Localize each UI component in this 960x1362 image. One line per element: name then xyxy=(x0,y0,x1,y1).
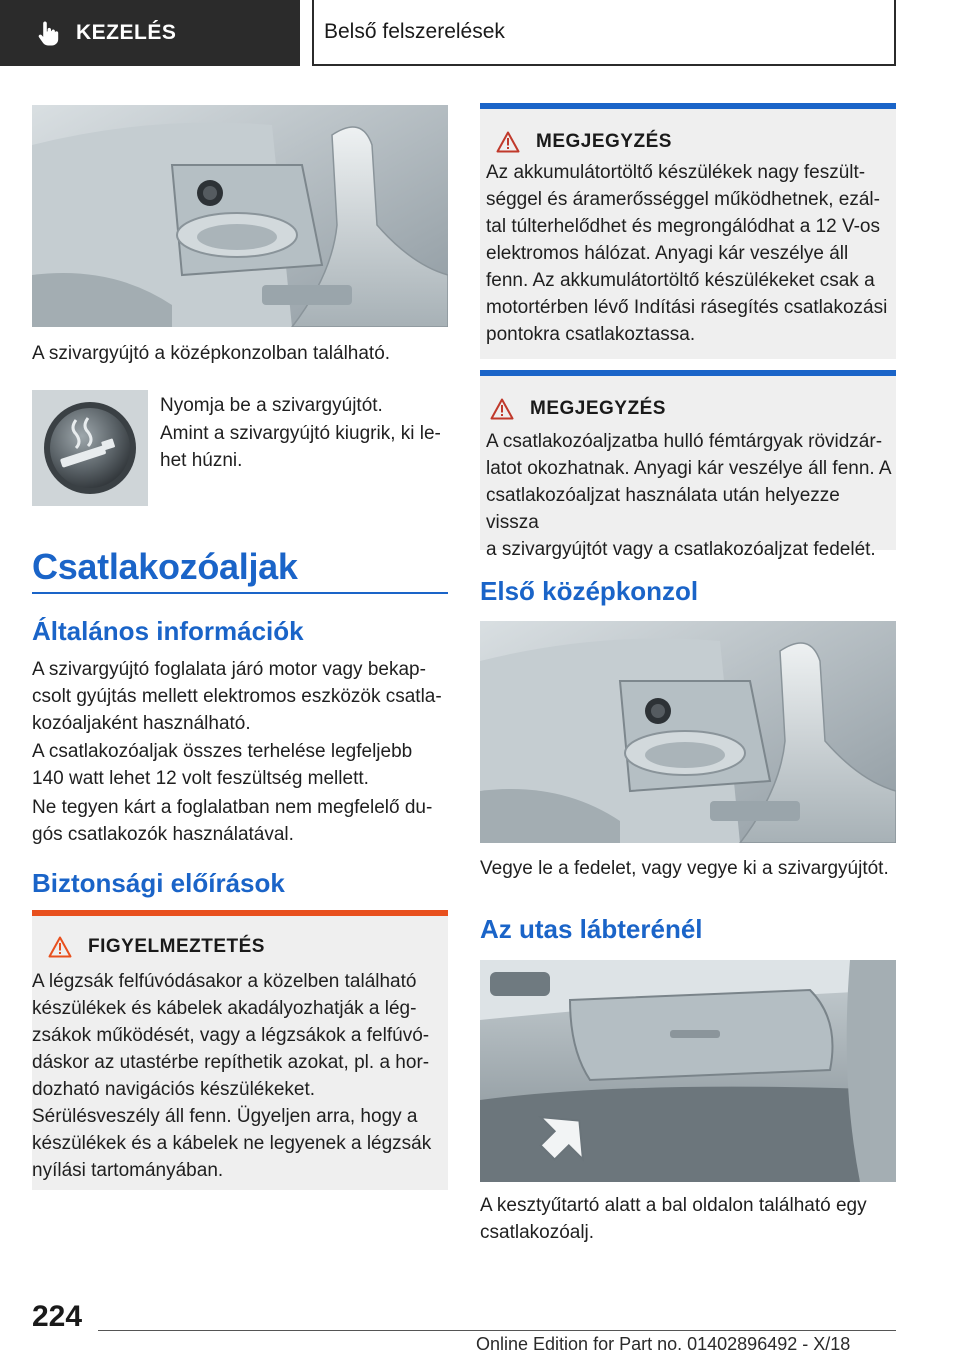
warning-triangle-icon xyxy=(48,936,72,958)
general-info-paragraph-1: A szivargyújtó foglalata járó motor vagy bekap- csolt gyújtás mellett elektromos eszközök csatla- kozóaljaként használható. xyxy=(32,659,442,734)
cigarette-lighter-photo xyxy=(32,390,148,506)
warning-bar xyxy=(32,910,448,916)
safety-heading: Biztonsági előírások xyxy=(32,868,285,898)
center-console-illustration xyxy=(32,105,448,327)
page-number: 224 xyxy=(32,1300,83,1333)
chapter-label: KEZELÉS xyxy=(76,21,177,44)
general-info-heading: Általános információk xyxy=(32,616,304,646)
notice-body-1: Az akkumulátortöltő készülékek nagy feszült- séggel és áramerősséggel működhetnek, ezál- tal túlterhelődhet és megrongálódhat a 12 V-os elektromos hálózat. Anyagi kár veszélye áll fenn. Az akkumulátortöltő készülékeket csak a motortérben lévő Indítási rásegítés csatlakozási pontokra csatlakoztassa. xyxy=(486,162,888,345)
general-info-paragraph-2: A csatlakozóaljak összes terhelése legfeljebb 140 watt lehet 12 volt feszültség mellett. xyxy=(32,741,413,789)
notice-bar-2 xyxy=(480,370,896,376)
lighter-illustration xyxy=(32,390,148,506)
front-console-photo xyxy=(480,621,896,843)
notice-title-1 xyxy=(496,131,672,153)
warning-triangle-icon xyxy=(496,131,520,153)
center-console-photo xyxy=(32,105,448,327)
glovebox-illustration xyxy=(480,960,896,1182)
warning-title-text: FIGYELMEZTETÉS xyxy=(88,936,265,957)
notice-title-2-text: MEGJEGYZÉS xyxy=(530,398,666,419)
notice-title-1-text: MEGJEGYZÉS xyxy=(536,131,672,152)
warning-body: A légzsák felfúvódásakor a közelben található készülékek és kábelek akadályozhatják a lég- zsákok működését, vagy a légzsákok a felfúvó- dáskor az utastérbe repíthetik azokat, pl. a hor- dozható navigációs készülékeket. Sérülésveszély áll fenn. Ügyeljen arra, hogy a készülékek és a kábelek ne legyenek a légzsák nyílási tartományában. xyxy=(32,971,432,1181)
instruction-step-1: Nyomja be a szivargyújtót. xyxy=(160,395,383,416)
notice-box-1 xyxy=(480,103,896,359)
instruction-step-2: Amint a szivargyújtó kiugrik, ki le- het húzni. xyxy=(160,423,441,471)
front-console-heading: Első középkonzol xyxy=(480,576,699,606)
console-caption: A szivargyújtó a középkonzolban található. xyxy=(32,343,391,364)
hand-pointer-icon xyxy=(38,20,60,46)
front-console-caption: Vegye le a fedelet, vagy vegye ki a szivargyújtót. xyxy=(480,858,889,879)
footer-rule xyxy=(98,1330,896,1331)
warning-box xyxy=(32,910,448,1190)
warning-triangle-icon xyxy=(490,398,514,420)
section-header xyxy=(312,0,896,66)
chapter-tab[interactable] xyxy=(0,0,300,66)
front-console-illustration xyxy=(480,621,896,843)
page-title: Csatlakozóaljak xyxy=(32,546,298,587)
footer-edition: Online Edition for Part no. 01402896492 - X/18 xyxy=(476,1334,851,1354)
notice-body-2: A csatlakozóaljzatba hulló fémtárgyak rövidzár- latot okozhatnak. Anyagi kár veszélye áll fenn. A csatlakozóaljzat használata után helyezze vissza a szivargyújtót vagy a csatlakozóaljzat fedelét. xyxy=(486,431,892,560)
notice-bar-1 xyxy=(480,103,896,109)
passenger-footwell-heading: Az utas lábterénél xyxy=(480,914,703,944)
notice-box-2 xyxy=(480,370,896,560)
title-underline xyxy=(32,592,448,594)
passenger-footwell-caption: A kesztyűtartó alatt a bal oldalon található egy csatlakozóalj. xyxy=(480,1195,867,1243)
section-label: Belső felszerelések xyxy=(324,20,505,43)
passenger-footwell-photo xyxy=(480,960,896,1182)
warning-title xyxy=(48,936,265,958)
general-info-paragraph-3: Ne tegyen kárt a foglalatban nem megfelelő du- gós csatlakozók használatával. xyxy=(32,797,433,845)
notice-title-2 xyxy=(490,398,666,420)
